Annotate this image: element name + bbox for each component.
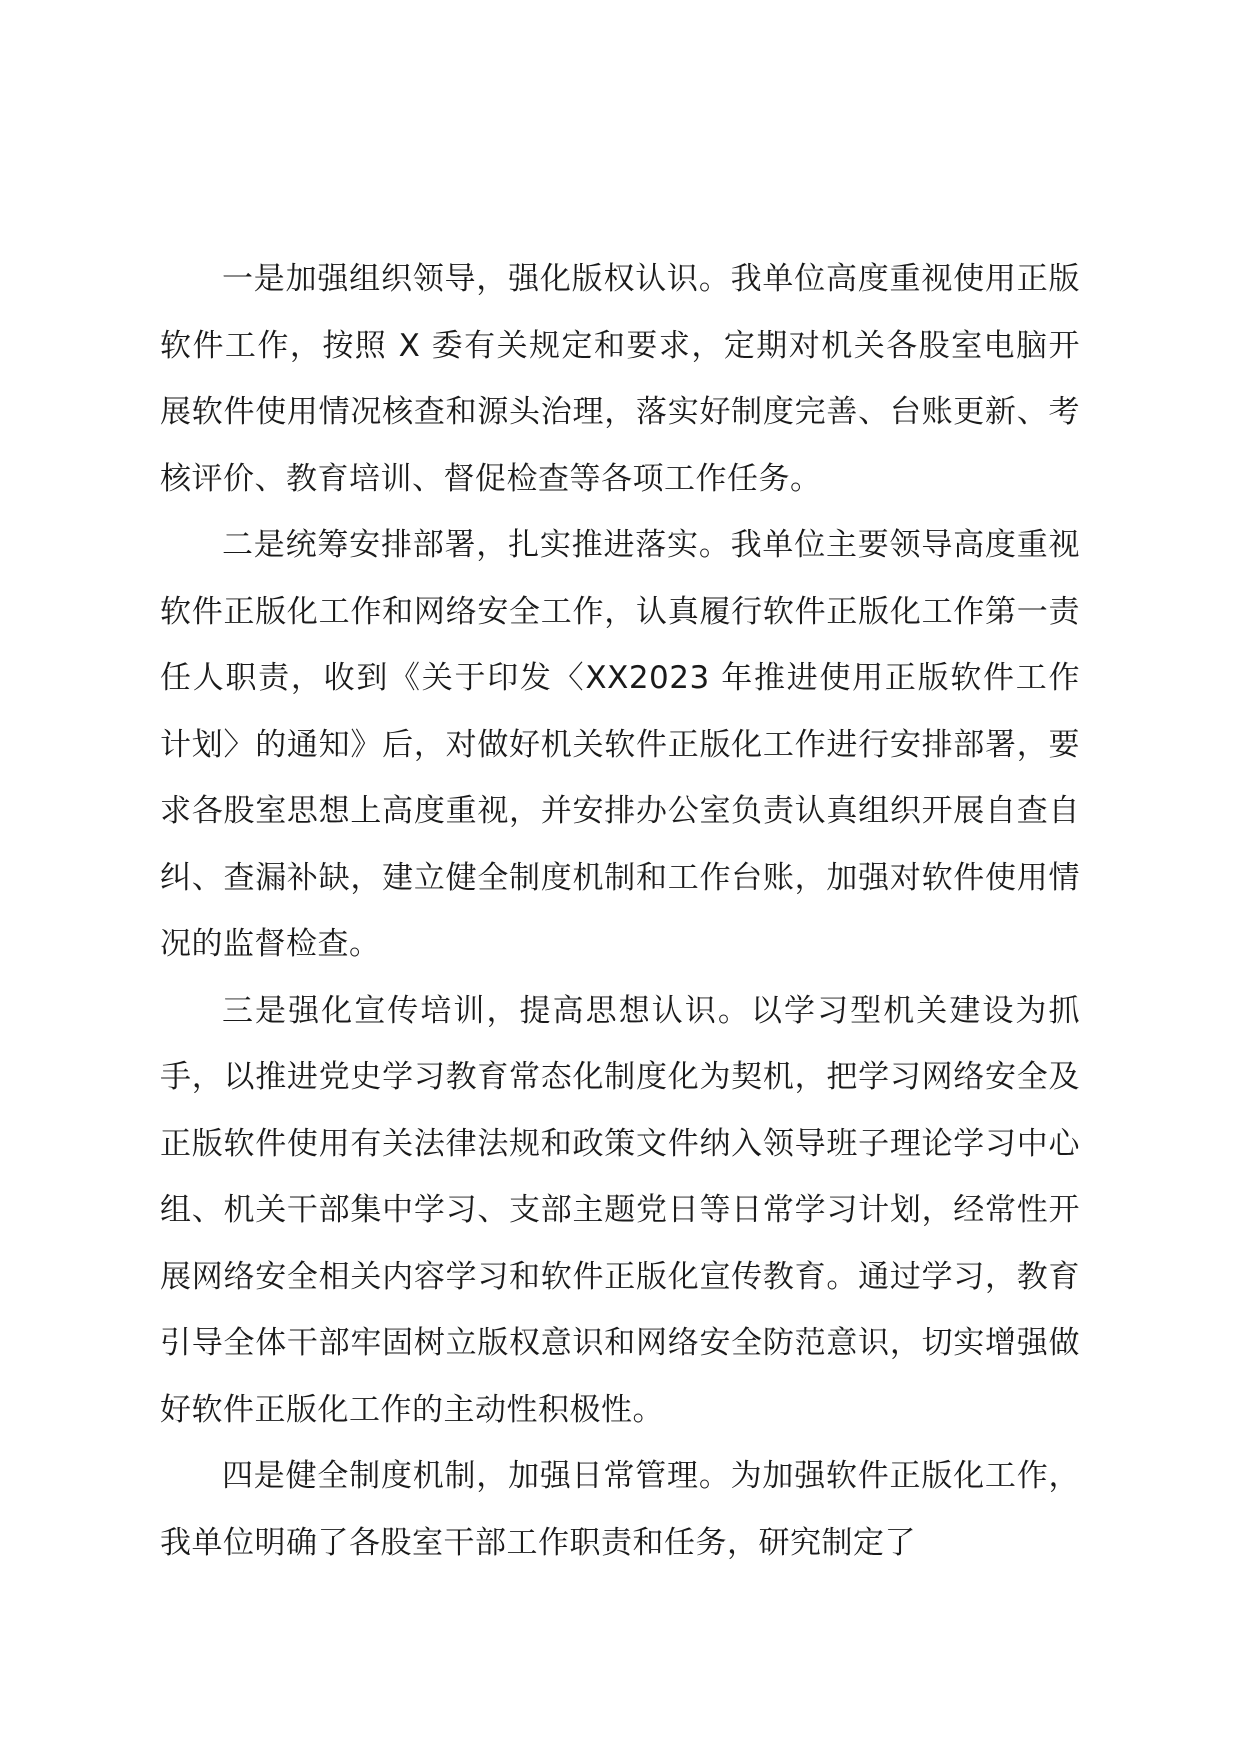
document-body (160, 246, 1080, 1576)
paragraph-3: 三是强化宣传培训，提高思想认识。以学习型机关建设为抓手，以推进党史学习教育常态化制度化为契机，把学习网络安全及正版软件使用有关法律法规和政策文件纳入领导班子理论学习中心组、机关干部集中学习、支部主题党日等日常学习计划，经常性开展网络安全相关内容学习和软件正版化宣传教育。通过学习，教育引导全体干部牢固树立版权意识和网络安全防范意识，切实增强做好软件正版化工作的主动性积极性。 (160, 992, 1080, 1428)
paragraph-1: 一是加强组织领导，强化版权认识。我单位高度重视使用正版软件工作，按照 X 委有关规定和要求，定期对机关各股室电脑开展软件使用情况核查和源头治理，落实好制度完善、台账更新、考核评价、教育培训、督促检查等各项工作任务。 (160, 261, 1080, 497)
paragraph-2: 二是统筹安排部署，扎实推进落实。我单位主要领导高度重视软件正版化工作和网络安全工作，认真履行软件正版化工作第一责任人职责，收到《关于印发〈XX2023 年推进使用正版软件工作计划〉的通知》后，对做好机关软件正版化工作进行安排部署，要求各股室思想上高度重视，并安排办公室负责认真组织开展自查自纠、查漏补缺，建立健全制度机制和工作台账，加强对软件使用情况的监督检查。 (160, 527, 1080, 962)
paragraph-4: 四是健全制度机制，加强日常管理。为加强软件正版化工作，我单位明确了各股室干部工作职责和任务，研究制定了 (160, 1458, 1080, 1561)
